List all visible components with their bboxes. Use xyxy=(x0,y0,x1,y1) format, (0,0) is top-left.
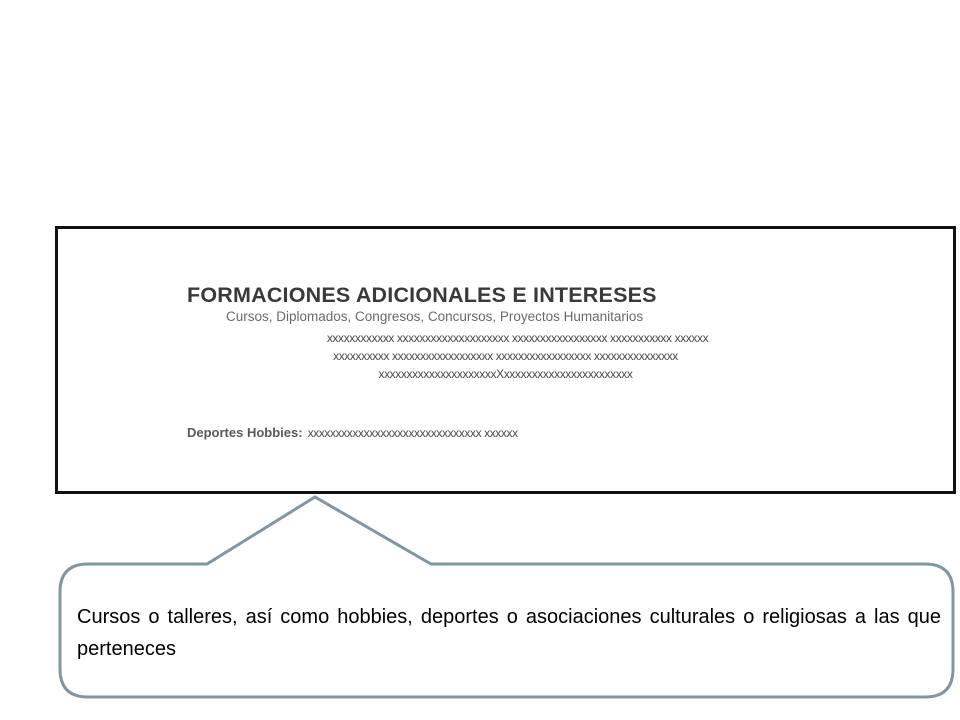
placeholder-line: xxxxxxxxxx xxxxxxxxxxxxxxxxxx xxxxxxxxxxxxxxxxx xxxxxxxxxxxxxxx xyxy=(333,349,678,363)
placeholder-line: xxxxxxxxxxxx xxxxxxxxxxxxxxxxxxxx xxxxxxxxxxxxxxxxx xxxxxxxxxxx xxxxxx xyxy=(326,331,709,345)
hobbies-label: Deportes Hobbies: xyxy=(187,425,303,440)
hobbies-value: xxxxxxxxxxxxxxxxxxxxxxxxxxxxxxx xxxxxx xyxy=(307,426,518,440)
cv-section-title: FORMACIONES ADICIONALES E INTERESES xyxy=(187,283,657,307)
cv-section-subtitle-text: Cursos, Diplomados, Congresos, Concursos, Proyectos Humanitarios xyxy=(226,309,644,324)
placeholder-line: xxxxxxxxxxxxxxxxxxxxxXxxxxxxxxxxxxxxxxxxxxxxx xyxy=(378,367,633,381)
callout-outline xyxy=(60,497,953,697)
callout-text: Cursos o talleres, así como hobbies, deportes o asociaciones culturales o religiosas a las que perteneces xyxy=(77,606,941,660)
